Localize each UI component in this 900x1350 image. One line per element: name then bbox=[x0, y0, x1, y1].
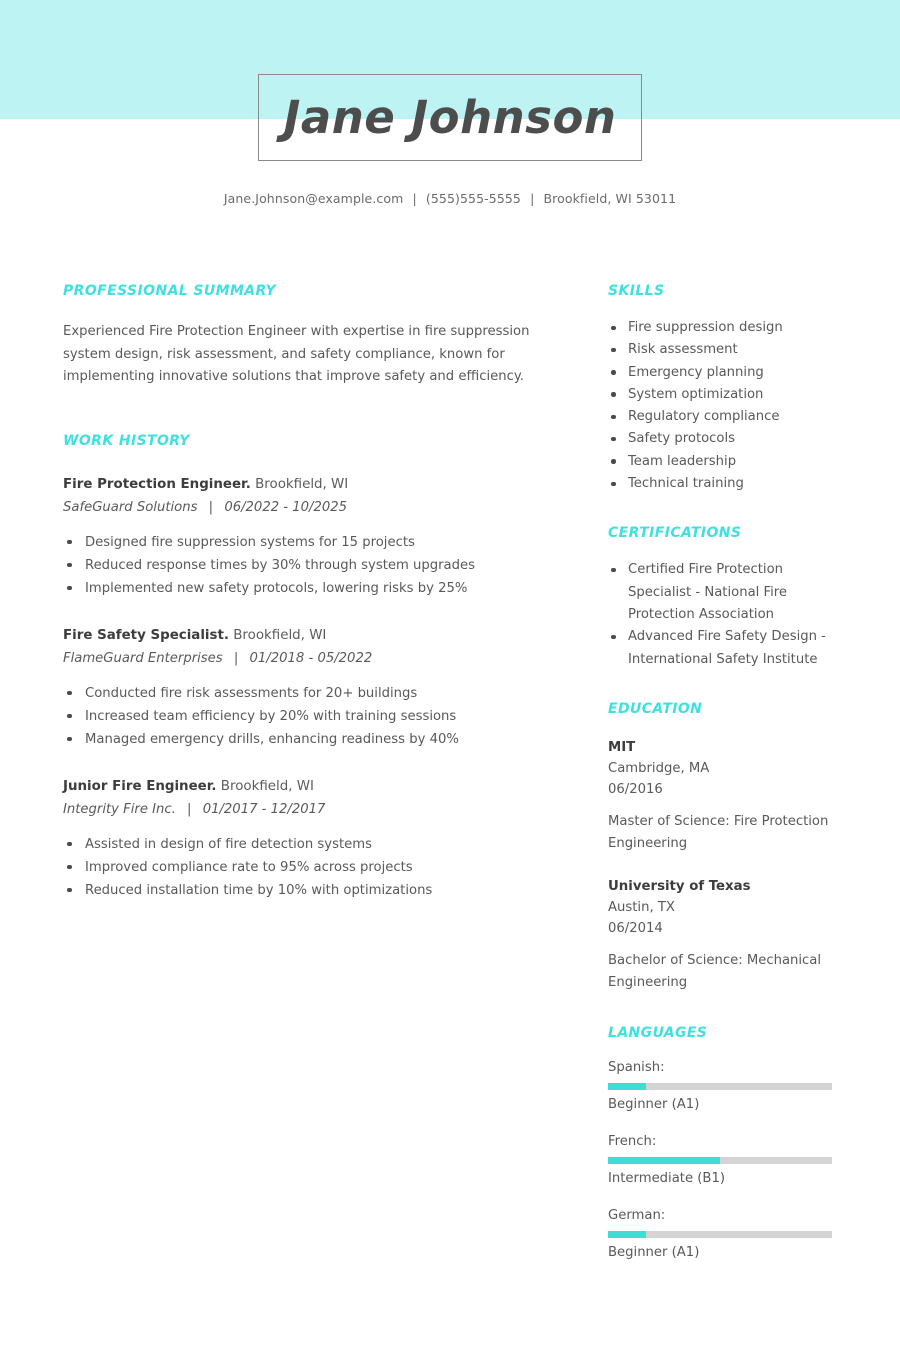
skill-item: Team leadership bbox=[608, 451, 838, 473]
section-certifications bbox=[608, 525, 838, 670]
skill-item: System optimization bbox=[608, 384, 838, 406]
job-title: Fire Protection Engineer. bbox=[63, 476, 251, 492]
contact-location: Brookfield, WI 53011 bbox=[543, 191, 677, 206]
section-languages bbox=[608, 1025, 838, 1263]
language-level: Beginner (A1) bbox=[608, 1244, 700, 1260]
job-title: Fire Safety Specialist. bbox=[63, 627, 229, 643]
certifications-list bbox=[608, 559, 838, 670]
job-location: Brookfield, WI bbox=[220, 778, 314, 794]
language-entry bbox=[608, 1206, 838, 1263]
job-location: Brookfield, WI bbox=[233, 627, 327, 643]
job-separator: | bbox=[187, 801, 192, 817]
job-company: Integrity Fire Inc. bbox=[63, 801, 176, 817]
language-level: Intermediate (B1) bbox=[608, 1170, 726, 1186]
education-degree: Master of Science: Fire Protection Engineering bbox=[608, 813, 829, 852]
job-title: Junior Fire Engineer. bbox=[63, 778, 217, 794]
job-company-dates bbox=[63, 648, 535, 669]
section-title-skills: SKILLS bbox=[608, 283, 665, 299]
language-proficiency-fill bbox=[608, 1231, 646, 1238]
job-dates: 01/2018 - 05/2022 bbox=[249, 650, 373, 666]
job-bullet: Managed emergency drills, enhancing readiness by 40% bbox=[63, 728, 535, 751]
candidate-name: Jane Johnson bbox=[283, 91, 617, 144]
language-proficiency-bar bbox=[608, 1083, 832, 1090]
job-heading bbox=[63, 475, 535, 495]
job-location: Brookfield, WI bbox=[255, 476, 349, 492]
job-heading bbox=[63, 626, 535, 646]
spacer bbox=[608, 495, 838, 525]
skill-item: Regulatory compliance bbox=[608, 406, 838, 428]
job-bullet: Assisted in design of fire detection systems bbox=[63, 833, 535, 856]
language-name: French: bbox=[608, 1133, 657, 1149]
skill-item: Fire suppression design bbox=[608, 317, 838, 339]
education-entry bbox=[608, 737, 838, 856]
education-school: University of Texas bbox=[608, 878, 751, 894]
section-education bbox=[608, 701, 838, 995]
resume-body bbox=[0, 283, 900, 1260]
job-bullet: Reduced installation time by 10% with optimizations bbox=[63, 879, 535, 902]
work-history-entry bbox=[63, 626, 535, 751]
education-location: Austin, TX bbox=[608, 899, 675, 915]
certification-item: Certified Fire Protection Specialist - National Fire Protection Association bbox=[608, 559, 838, 626]
language-proficiency-bar bbox=[608, 1157, 832, 1164]
section-skills bbox=[608, 283, 838, 495]
spacer bbox=[608, 995, 838, 1025]
job-bullet: Increased team efficiency by 20% with training sessions bbox=[63, 705, 535, 728]
contact-separator-2: | bbox=[530, 191, 535, 206]
education-date: 06/2014 bbox=[608, 921, 663, 937]
certification-item: Advanced Fire Safety Design - International Safety Institute bbox=[608, 626, 838, 671]
job-dates: 06/2022 - 10/2025 bbox=[224, 499, 348, 515]
language-name: German: bbox=[608, 1207, 666, 1223]
section-title-professional-summary: PROFESSIONAL SUMMARY bbox=[63, 283, 276, 299]
education-school: MIT bbox=[608, 739, 636, 755]
language-entry bbox=[608, 1132, 838, 1189]
contact-phone: (555)555-5555 bbox=[425, 191, 521, 206]
contact-separator-1: | bbox=[412, 191, 417, 206]
education-degree: Bachelor of Science: Mechanical Engineering bbox=[608, 952, 822, 991]
language-proficiency-fill bbox=[608, 1157, 720, 1164]
section-title-certifications: CERTIFICATIONS bbox=[608, 525, 742, 542]
skill-item: Risk assessment bbox=[608, 339, 838, 361]
section-work-history bbox=[63, 433, 535, 902]
job-separator: | bbox=[208, 499, 214, 515]
job-bullet: Reduced response times by 30% through system upgrades bbox=[63, 554, 535, 577]
name-box bbox=[258, 74, 642, 161]
job-bullet: Conducted fire risk assessments for 20+ buildings bbox=[63, 682, 535, 705]
contact-email: Jane.Johnson@example.com bbox=[223, 191, 404, 206]
language-proficiency-bar bbox=[608, 1231, 832, 1238]
language-level: Beginner (A1) bbox=[608, 1096, 700, 1112]
job-bullet-list bbox=[63, 682, 535, 751]
spacer bbox=[63, 389, 535, 433]
spacer bbox=[608, 671, 838, 701]
education-date: 06/2016 bbox=[608, 782, 663, 798]
education-location: Cambridge, MA bbox=[608, 760, 710, 776]
job-heading bbox=[63, 777, 535, 797]
section-title-work-history: WORK HISTORY bbox=[63, 432, 190, 449]
job-company-dates bbox=[63, 799, 535, 820]
job-company: FlameGuard Enterprises bbox=[63, 650, 223, 666]
section-professional-summary bbox=[63, 283, 535, 389]
job-bullet: Implemented new safety protocols, lowering risks by 25% bbox=[63, 577, 535, 600]
work-history-entry bbox=[63, 475, 535, 600]
language-proficiency-fill bbox=[608, 1083, 646, 1090]
skill-item: Safety protocols bbox=[608, 428, 838, 450]
work-history-entry bbox=[63, 777, 535, 902]
job-dates: 01/2017 - 12/2017 bbox=[202, 801, 326, 817]
job-separator: | bbox=[233, 650, 239, 666]
education-entry bbox=[608, 876, 838, 995]
language-name: Spanish: bbox=[608, 1059, 665, 1075]
right-column bbox=[608, 283, 838, 1263]
contact-line bbox=[0, 191, 900, 206]
job-bullet: Designed fire suppression systems for 15 projects bbox=[63, 531, 535, 554]
job-bullet-list bbox=[63, 833, 535, 902]
skill-item: Emergency planning bbox=[608, 362, 838, 384]
skills-list bbox=[608, 317, 838, 495]
professional-summary-text: Experienced Fire Protection Engineer with expertise in fire suppression system design, risk assessment, and safety compliance, known for implementing innovative solutions that improve safety and efficiency. bbox=[63, 324, 530, 384]
job-bullet: Improved compliance rate to 95% across projects bbox=[63, 856, 535, 879]
job-company: SafeGuard Solutions bbox=[63, 499, 198, 515]
job-bullet-list bbox=[63, 531, 535, 600]
section-title-languages: LANGUAGES bbox=[608, 1024, 708, 1041]
job-company-dates bbox=[63, 497, 535, 518]
left-column bbox=[0, 283, 545, 902]
section-title-education: EDUCATION bbox=[608, 700, 703, 717]
language-entry bbox=[608, 1058, 838, 1115]
skill-item: Technical training bbox=[608, 473, 838, 495]
